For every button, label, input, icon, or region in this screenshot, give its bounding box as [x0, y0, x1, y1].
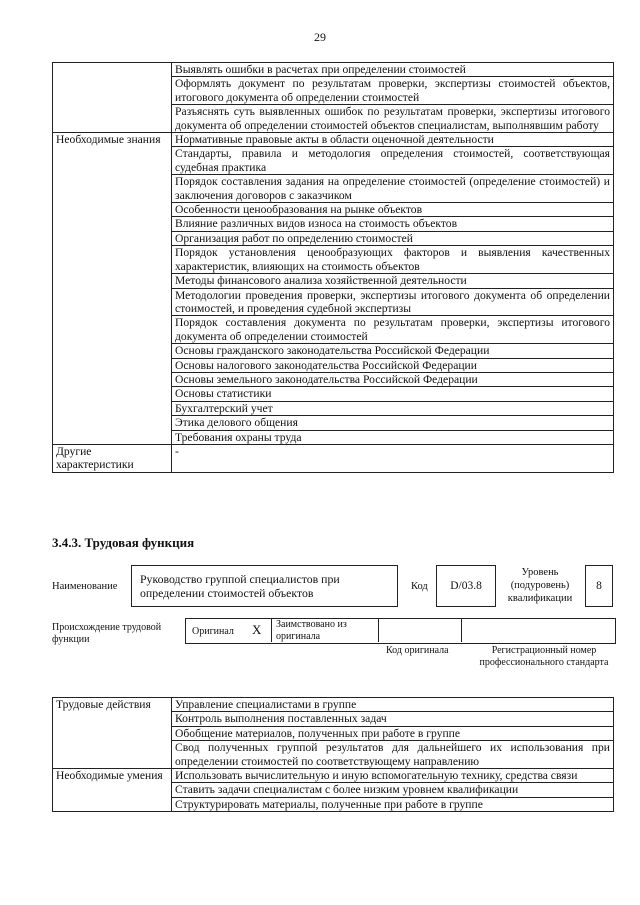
row-label: Необходимые знания — [53, 133, 172, 445]
original-label: Оригинал — [192, 626, 234, 637]
row-item: Основы гражданского законодательства Российской Федерации — [172, 344, 614, 358]
table-row — [53, 769, 614, 783]
row-item: Свод полученных группой результатов для дальнейшего их использования при определении стоимостей по соответствующему направлению — [172, 741, 614, 769]
row-item: Использовать вычислительную и иную вспомогательную технику, средства связи — [172, 769, 614, 783]
row-item: Основы налогового законодательства Российской Федерации — [172, 358, 614, 372]
table-row — [53, 444, 614, 472]
row-item: Этика делового общения — [172, 416, 614, 430]
table-row — [53, 698, 614, 712]
table-row — [53, 133, 614, 147]
row-item: Методологии проведения проверки, экспертизы итогового документа об определении стоимостей, и проведения судебной экспертизы — [172, 288, 614, 316]
row-label: Трудовые действия — [53, 698, 172, 769]
row-item: Организация работ по определению стоимостей — [172, 231, 614, 245]
origin-divider-1 — [271, 618, 272, 642]
row-item: Стандарты, правила и методология определения стоимостей, соответствующая судебная практика — [172, 147, 614, 175]
row-item: Структурировать материалы, полученные при работе в группе — [172, 797, 614, 811]
row-item: - — [172, 444, 614, 472]
row-item: Порядок установления ценообразующих факторов и выявления качественных характеристик, влияющих на стоимость объектов — [172, 246, 614, 274]
origin-divider-3 — [461, 618, 462, 642]
row-item: Контроль выполнения поставленных задач — [172, 712, 614, 726]
row-item: Основы земельного законодательства Российской Федерации — [172, 372, 614, 386]
code-value: D/03.8 — [450, 580, 482, 592]
origin-divider-2 — [378, 618, 379, 642]
function-name: Руководство группой специалистов при определении стоимостей объектов — [140, 572, 340, 600]
name-label: Наименование — [52, 581, 118, 592]
level-label: Уровень (подуровень) квалификации — [507, 567, 573, 604]
row-item: Управление специалистами в группе — [172, 698, 614, 712]
row-item: Требования охраны труда — [172, 430, 614, 444]
borrowed-label: Заимствовано из оригинала — [276, 619, 347, 642]
original-mark: X — [252, 622, 262, 637]
row-item: Основы статистики — [172, 387, 614, 401]
table-row — [53, 63, 614, 77]
row-item: Бухгалтерский учет — [172, 401, 614, 415]
origin-box — [185, 618, 616, 644]
row-item: Выявлять ошибки в расчетах при определении стоимостей — [172, 63, 614, 77]
row-item: Влияние различных видов износа на стоимость объектов — [172, 217, 614, 231]
row-item: Разъяснять суть выявленных ошибок по результатам проверки, экспертизы итогового документа об определении стоимостей объектов специалистам, выполнявшим работу — [172, 105, 614, 133]
page-number: 29 — [314, 30, 326, 44]
row-item: Особенности ценообразования на рынке объектов — [172, 203, 614, 217]
row-label — [53, 63, 172, 133]
section-title: 3.4.3. Трудовая функция — [52, 535, 195, 550]
code-box — [436, 565, 496, 607]
reg-number-caption: Регистрационный номер профессионального стандарта — [479, 645, 609, 668]
row-item: Ставить задачи специалистам с более низким уровнем квалификации — [172, 783, 614, 797]
row-item: Оформлять документ по результатам проверки, экспертизы стоимостей объектов, итогового документа об определении стоимостей — [172, 77, 614, 105]
row-item: Методы финансового анализа хозяйственной деятельности — [172, 274, 614, 288]
requirements-table — [52, 62, 614, 473]
row-label: Необходимые умения — [53, 769, 172, 812]
row-item: Обобщение материалов, полученных при работе в группе — [172, 726, 614, 740]
row-item: Нормативные правовые акты в области оценочной деятельности — [172, 133, 614, 147]
row-item: Порядок составления документа по результатам проверки, экспертизы итогового документа об определении стоимостей — [172, 316, 614, 344]
code-label: Код — [411, 581, 428, 592]
origin-label: Происхождение трудовой функции — [52, 622, 162, 645]
row-item: Порядок составления задания на определение стоимостей (определение стоимостей) и заключения договоров с заказчиком — [172, 175, 614, 203]
function-name-box — [131, 565, 398, 607]
row-label: Другие характеристики — [53, 444, 172, 472]
code-original-caption: Код оригинала — [386, 645, 449, 656]
labor-actions-table — [52, 697, 614, 812]
level-value: 8 — [596, 580, 602, 592]
level-box — [585, 565, 613, 607]
